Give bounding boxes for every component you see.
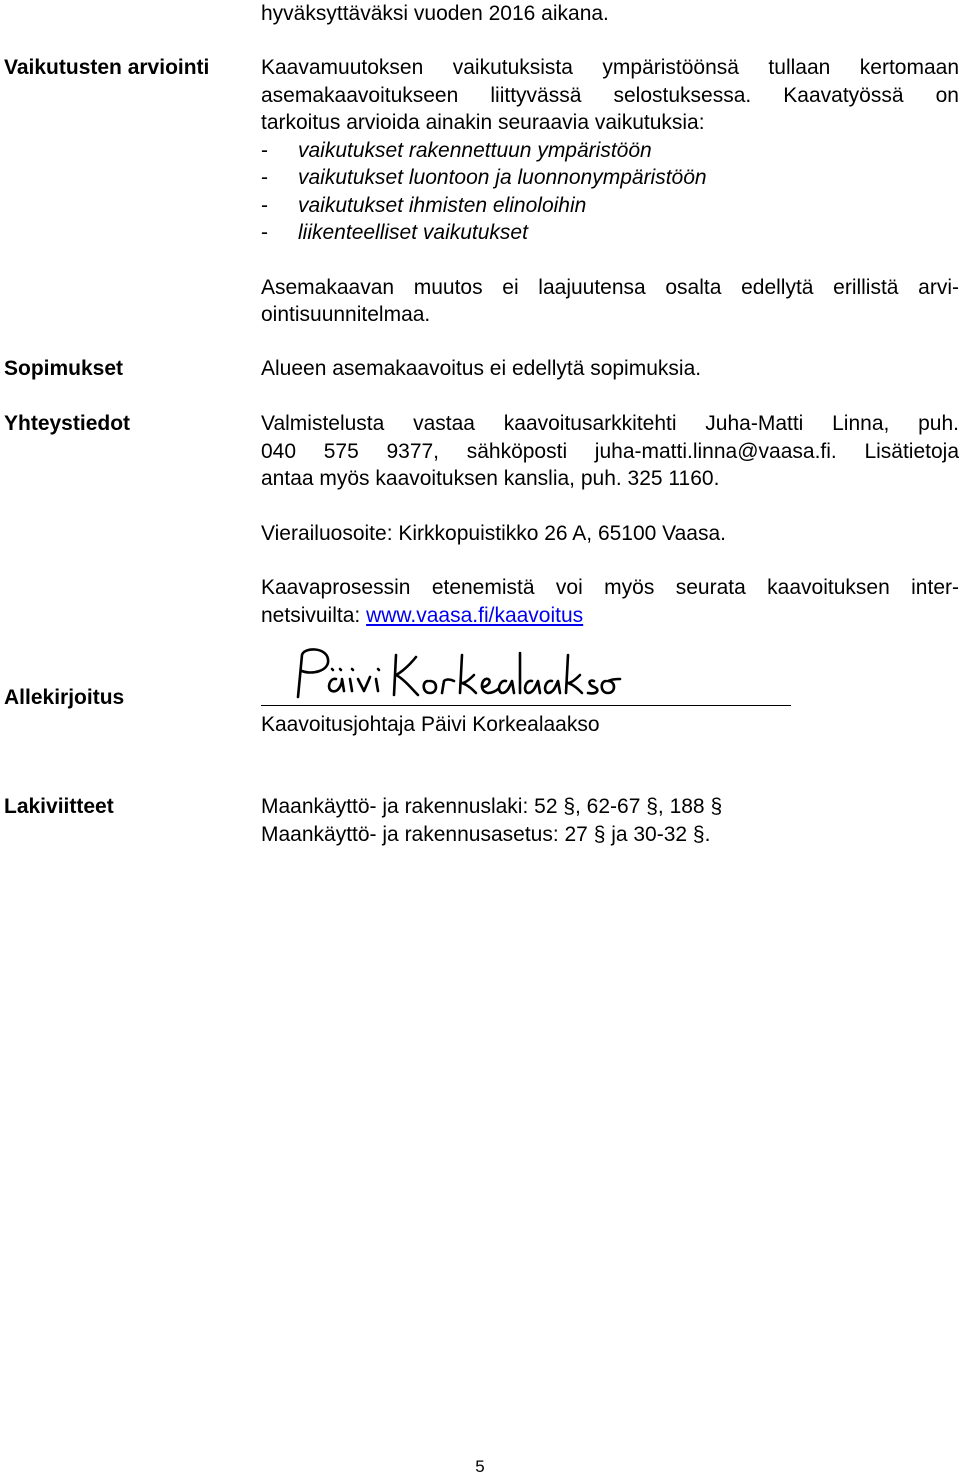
impact-line-1: Kaavamuutoksen vaikutuksista ympäristöönsä tullaan kertomaan: [261, 56, 959, 79]
impact-list: [261, 137, 959, 247]
signer-name: Kaavoitusjohtaja Päivi Korkealaakso: [261, 713, 600, 736]
impact-line-2: asemakaavoitukseen liittyvässä selostuksessa. Kaavatyössä on: [261, 83, 959, 107]
law-reference-2: Maankäyttö- ja rakennusasetus: 27 § ja 30-32 §.: [261, 822, 711, 846]
assessment-plan-line-1: Asemakaavan muutos ei laajuutensa osalta edellytä erillistä arvi-: [261, 275, 959, 299]
assessment-plan-line-2: ointisuunnitelmaa.: [261, 303, 431, 326]
legal-references-label: Lakiviitteet: [4, 795, 114, 818]
follow-line-1: Kaavaprosessin etenemistä voi myös seurata kaavoituksen inter-: [261, 576, 959, 599]
signature-line: [261, 705, 791, 706]
kaavoitus-website-link[interactable]: www.vaasa.fi/kaavoitus: [366, 603, 584, 627]
handwritten-signature: [292, 645, 622, 705]
follow-line-2: netsivuilta: www.vaasa.fi/kaavoitus: [261, 603, 584, 627]
visiting-address: Vierailuosoite: Kirkkopuistikko 26 A, 65100 Vaasa.: [261, 521, 727, 545]
signature-label: Allekirjoitus: [4, 686, 125, 709]
contact-label: Yhteystiedot: [4, 412, 131, 435]
list-item: - vaikutukset rakennettuun ympäristöön: [261, 138, 652, 162]
contact-line-2: 040 575 9377, sähköposti juha-matti.linna@vaasa.fi. Lisätietoja: [261, 439, 959, 463]
agreements-text: Alueen asemakaavoitus ei edellytä sopimuksia.: [261, 357, 702, 380]
list-item: - liikenteelliset vaikutukset: [261, 221, 528, 244]
contact-line-1: Valmistelusta vastaa kaavoitusarkkitehti Juha-Matti Linna, puh.: [261, 412, 959, 435]
contact-line-3: antaa myös kaavoituksen kanslia, puh. 325 1160.: [261, 467, 720, 490]
intro-tail: hyväksyttäväksi vuoden 2016 aikana.: [261, 2, 609, 25]
law-reference-1: Maankäyttö- ja rakennuslaki: 52 §, 62-67 §, 188 §: [261, 795, 723, 818]
impact-assessment-label: Vaikutusten arviointi: [4, 56, 210, 79]
list-item: - vaikutukset ihmisten elinoloihin: [261, 193, 587, 217]
impact-line-3: tarkoitus arvioida ainakin seuraavia vaikutuksia:: [261, 111, 705, 134]
agreements-label: Sopimukset: [4, 357, 124, 380]
list-item: - vaikutukset luontoon ja luonnonympäristöön: [261, 166, 707, 189]
page-number: 5: [475, 1457, 485, 1476]
